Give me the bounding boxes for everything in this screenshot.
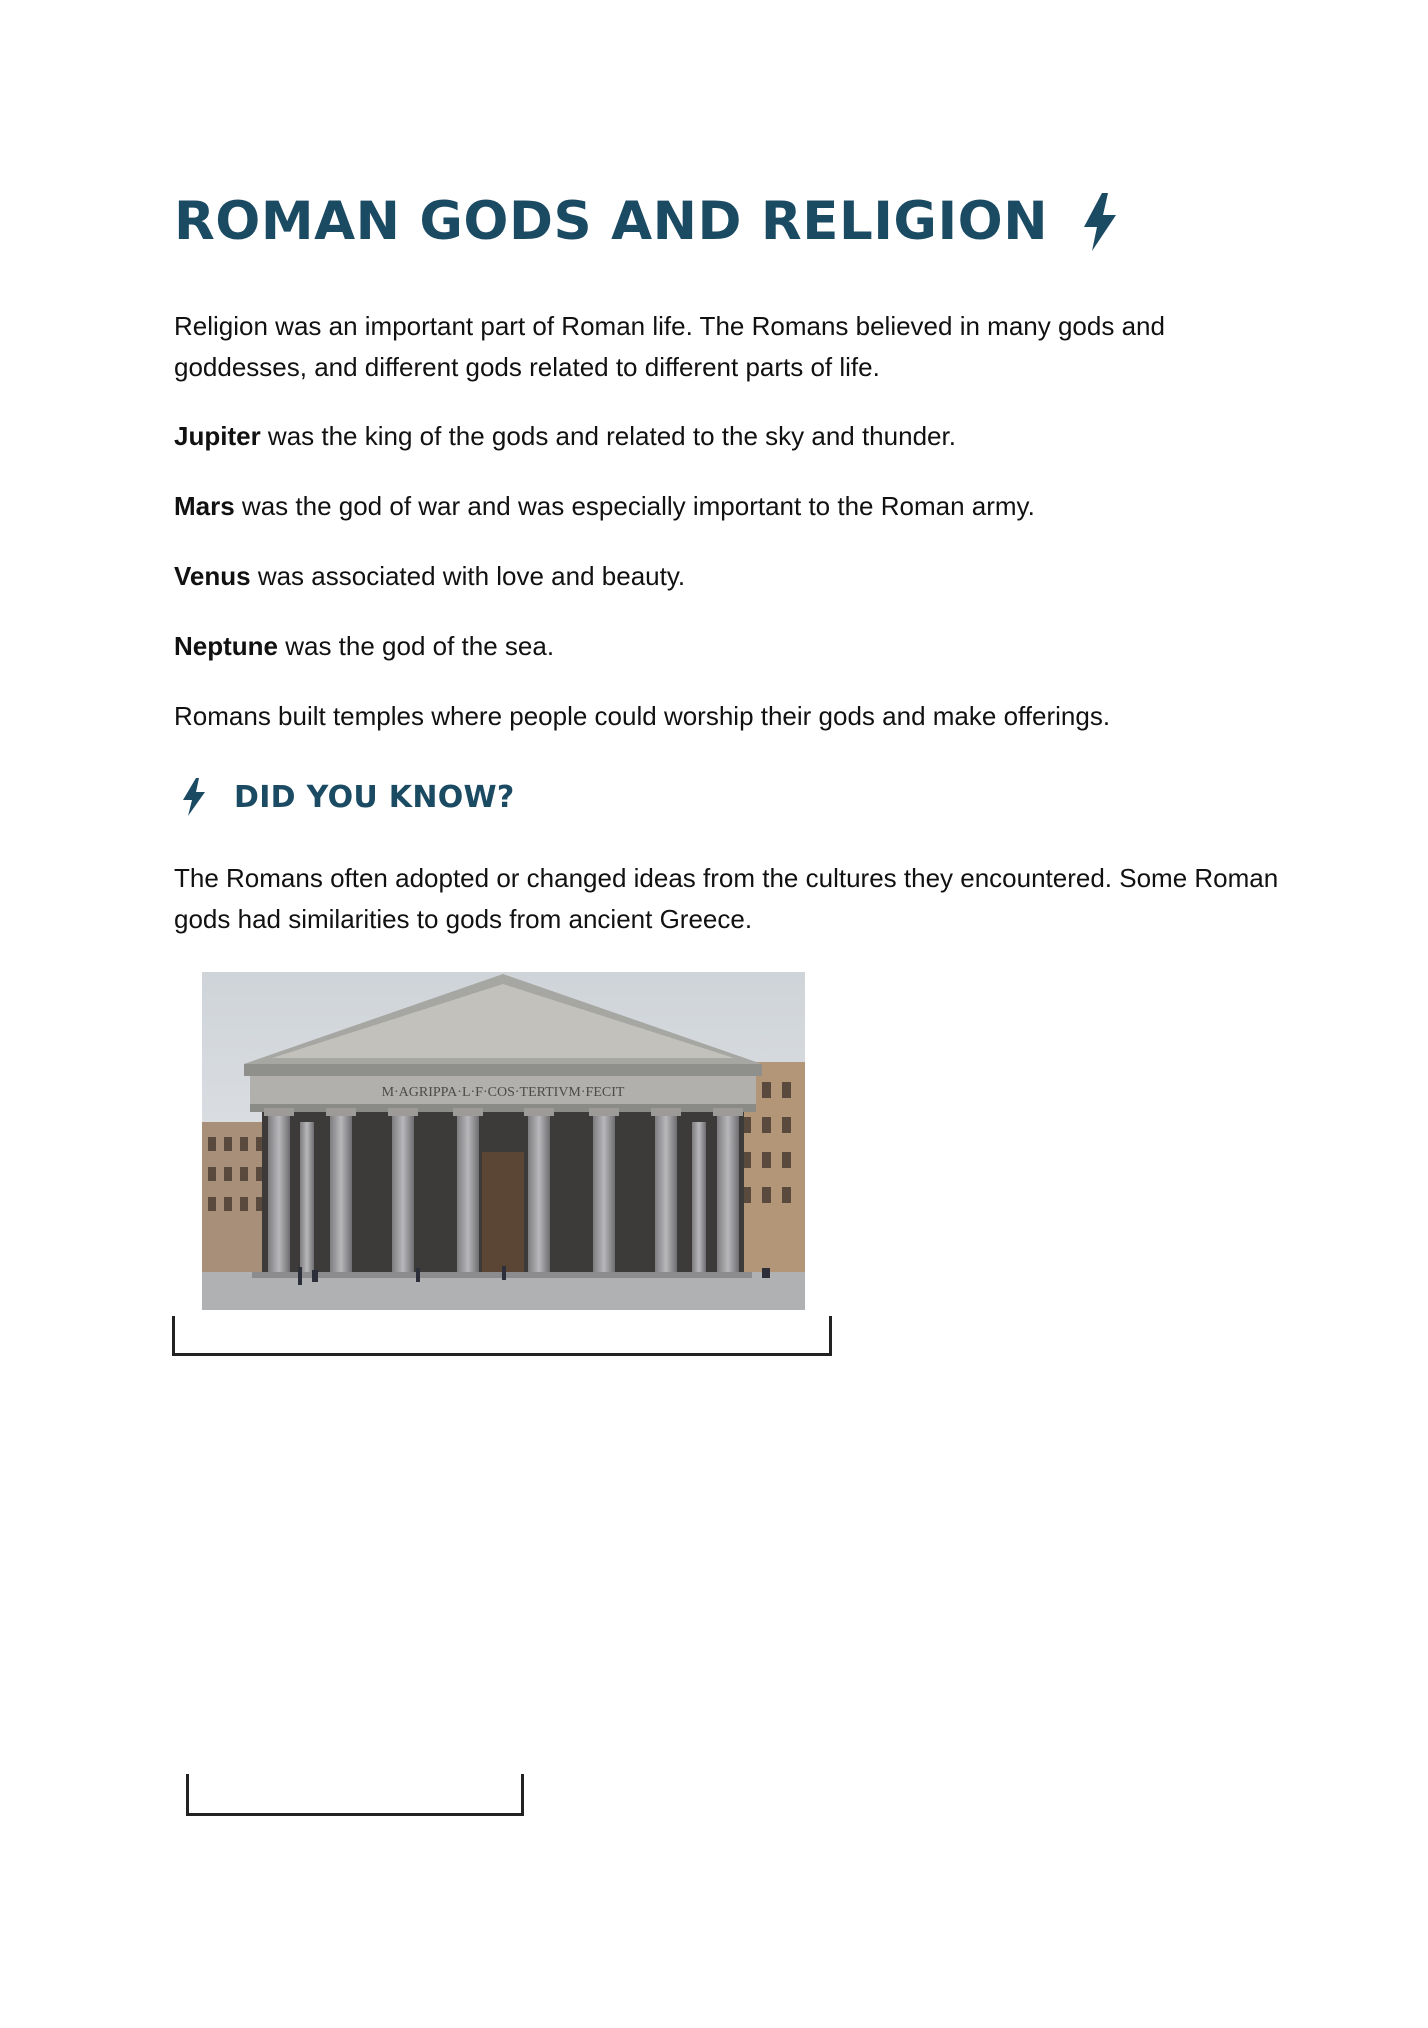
lightning-bolt-icon	[182, 778, 206, 816]
temples-paragraph: Romans built temples where people could worship their gods and make offerings.	[174, 701, 1111, 731]
intro-paragraph: Religion was an important part of Roman life. The Romans believed in many gods and goddesses, and different gods related to different parts of life.	[174, 311, 1165, 382]
god-paragraph-neptune	[174, 626, 1284, 667]
god-paragraph-mars	[174, 486, 1284, 527]
god-description: was the god of war and was especially important to the Roman army.	[234, 491, 1035, 521]
lightning-bolt-icon	[1082, 193, 1118, 251]
god-description: was associated with love and beauty.	[250, 561, 686, 591]
answer-box	[186, 1774, 524, 1816]
page-title: ROMAN GODS AND RELIGION	[174, 191, 1049, 252]
portico-inscription: M·AGRIPPA·L·F·COS·TERTIVM·FECIT	[381, 1085, 625, 1100]
god-description: was the god of the sea.	[278, 631, 555, 661]
god-name: Jupiter	[174, 421, 261, 451]
did-you-know-header	[182, 778, 515, 816]
god-paragraph-jupiter	[174, 416, 1284, 457]
god-name: Venus	[174, 561, 251, 591]
god-name: Neptune	[174, 631, 278, 661]
did-you-know-text: The Romans often adopted or changed ideas from the cultures they encountered. Some Roman gods had similarities to gods from ancient Greece.	[174, 863, 1279, 934]
title-row	[174, 188, 1118, 256]
god-description: was the king of the gods and related to the sky and thunder.	[260, 421, 956, 451]
pantheon-photo	[202, 972, 805, 1310]
god-paragraph-venus	[174, 556, 1284, 597]
answer-box	[172, 1316, 832, 1356]
did-you-know-heading: DID YOU KNOW?	[234, 779, 515, 815]
god-name: Mars	[174, 491, 235, 521]
